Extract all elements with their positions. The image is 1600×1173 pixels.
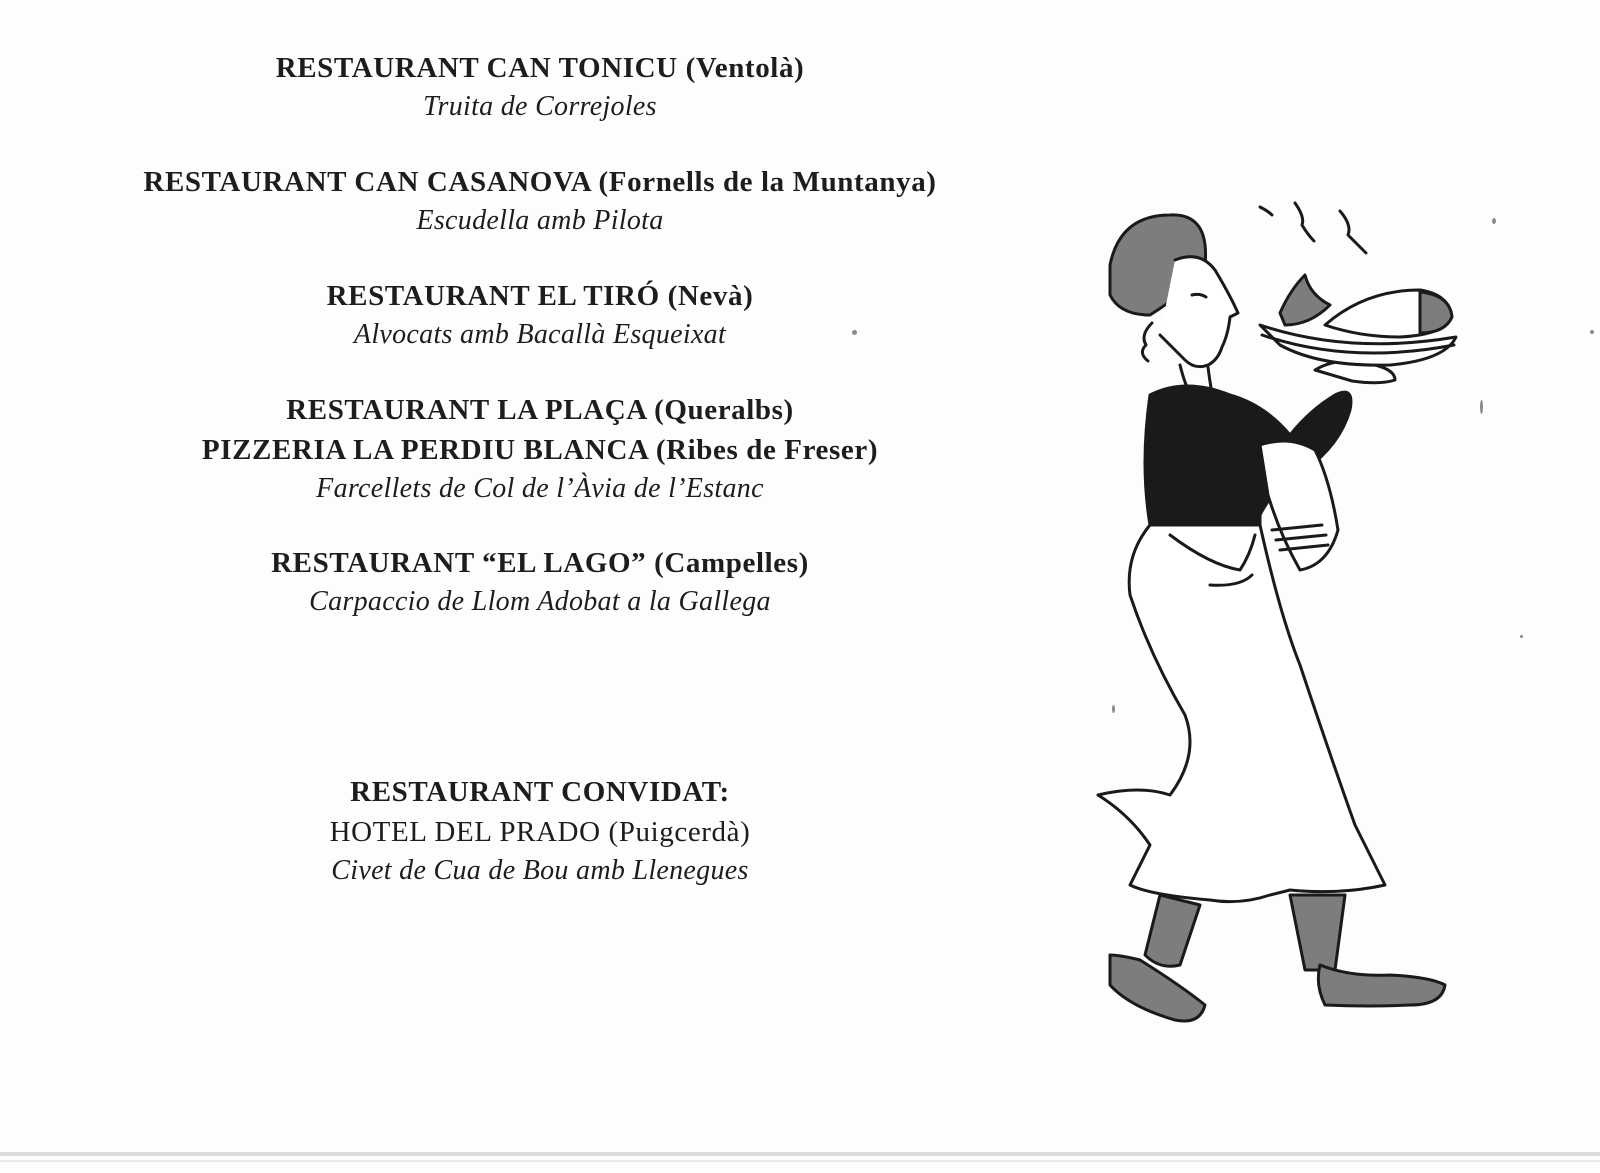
dish-name: Carpaccio de Llom Adobat a la Gallega [309, 586, 771, 617]
restaurant-name: RESTAURANT CAN TONICU [275, 52, 678, 84]
dish-name: Alvocats amb Bacallà Esqueixat [353, 319, 727, 350]
restaurant-place: (Ribes de Freser) [655, 434, 879, 466]
restaurant-name-line [40, 276, 1040, 316]
entry-el-lago [40, 543, 1040, 621]
restaurant-place: (Campelles) [654, 547, 809, 579]
dish-name: Civet de Cua de Bou amb Llenegues [331, 855, 749, 886]
restaurant-name-line [40, 812, 1040, 852]
dish-name: Escudella amb Pilota [416, 205, 664, 236]
waiter-carrying-fish-platter-illustration [1090, 195, 1510, 1055]
restaurant-name: RESTAURANT CAN CASANOVA [143, 166, 591, 198]
restaurant-place: (Ventolà) [685, 52, 805, 84]
entry-can-casanova [40, 162, 1040, 240]
scan-speck [1590, 330, 1594, 334]
restaurant-name: HOTEL DEL PRADO [329, 816, 601, 848]
restaurant-place: (Nevà) [667, 280, 754, 312]
restaurant-name: RESTAURANT LA PLAÇA [286, 394, 647, 426]
dish-name: Farcellets de Col de l’Àvia de l’Estanc [316, 473, 764, 504]
restaurant-place: (Puigcerdà) [608, 816, 751, 848]
dish-name: Truita de Correjoles [423, 91, 657, 122]
restaurant-place: (Queralbs) [654, 394, 794, 426]
restaurant-place: (Fornells de la Muntanya) [598, 166, 937, 198]
entry-el-tiro [40, 276, 1040, 354]
restaurant-name-line [40, 390, 1040, 430]
restaurant-name: RESTAURANT “EL LAGO” [271, 547, 647, 579]
restaurant-name: RESTAURANT EL TIRÓ [326, 280, 660, 312]
restaurant-name-line [40, 162, 1040, 202]
scan-speck [1492, 218, 1496, 224]
page-bottom-edge [0, 1160, 1600, 1162]
entry-la-placa [40, 390, 1040, 508]
scan-speck [1480, 400, 1483, 414]
restaurant-name-line [40, 543, 1040, 583]
guest-heading: RESTAURANT CONVIDAT: [350, 776, 730, 808]
entry-can-tonicu [40, 48, 1040, 126]
scan-speck [1112, 705, 1115, 713]
page-bottom-edge [0, 1152, 1600, 1156]
restaurant-name-line-2 [40, 430, 1040, 470]
entry-guest-restaurant [40, 772, 1040, 890]
restaurant-name: PIZZERIA LA PERDIU BLANCA [201, 434, 648, 466]
restaurant-name-line [40, 48, 1040, 88]
scan-speck [852, 330, 857, 335]
scan-speck [1520, 635, 1523, 638]
